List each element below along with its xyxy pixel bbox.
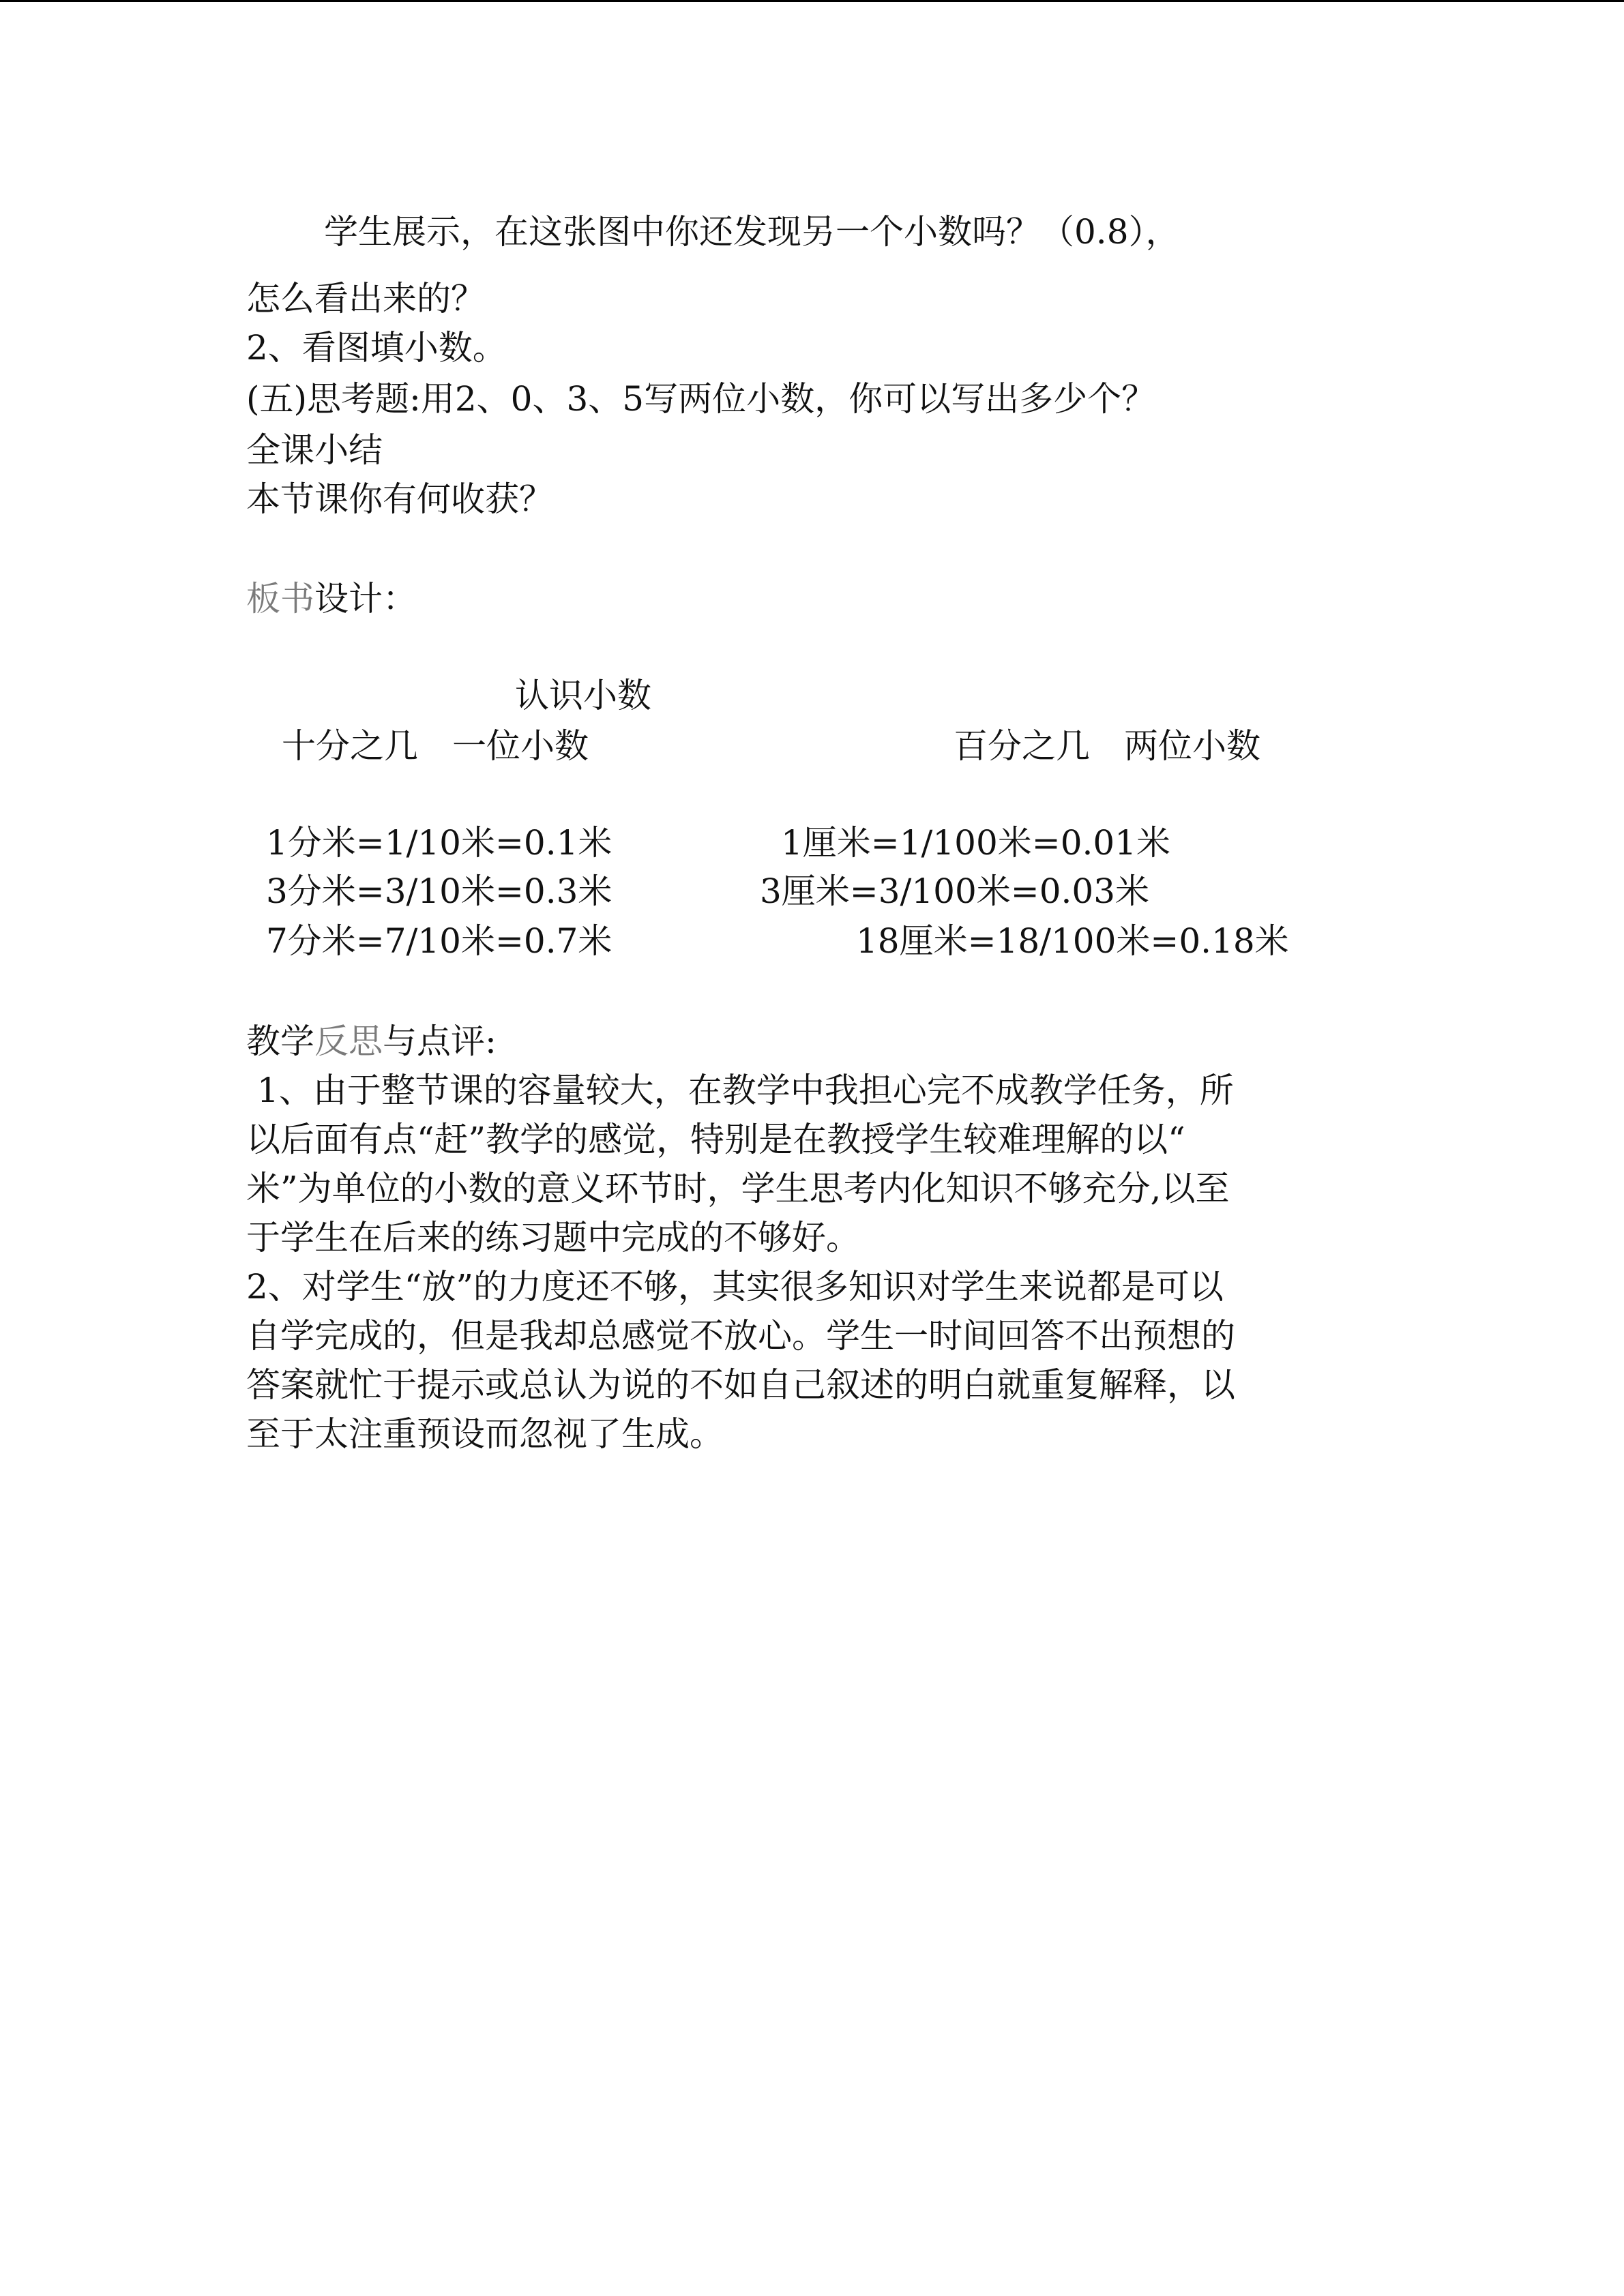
reflection-line: 自学完成的，但是我却总感觉不放心。学生一时间回答不出预想的 xyxy=(246,1316,1235,1356)
reflection-heading-b: 与点评: xyxy=(383,1022,497,1061)
board-left-header: 十分之几 一位小数 xyxy=(282,726,589,766)
board-right-header: 百分之几 两位小数 xyxy=(954,726,1260,766)
board-right-row: 3厘米=3/100米=0.03米 xyxy=(760,871,1150,911)
board-label-gray: 板书 xyxy=(246,579,314,618)
reflection-line: 以后面有点“赶”教学的感觉，特别是在教授学生较难理解的以“ xyxy=(246,1120,1185,1159)
board-right-row: 18厘米=18/100米=0.18米 xyxy=(856,921,1289,961)
text-line-thinking-question: (五)思考题:用2、0、3、5写两位小数，你可以写出多少个？ xyxy=(246,379,1156,419)
board-left-row: 1分米=1/10米=0.1米 xyxy=(266,823,612,863)
reflection-line: 2、对学生“放”的力度还不够，其实很多知识对学生来说都是可以 xyxy=(246,1267,1224,1307)
board-right-row: 1厘米=1/100米=0.01米 xyxy=(781,823,1171,863)
board-left-row: 3分米=3/10米=0.3米 xyxy=(266,871,612,911)
board-title: 认识小数 xyxy=(515,676,651,715)
reflection-heading xyxy=(246,1021,497,1062)
text-line-fill-decimals: 2、看图填小数。 xyxy=(246,328,507,368)
text-line-how-see: 怎么看出来的？ xyxy=(246,279,485,318)
reflection-heading-a: 教学 xyxy=(246,1022,314,1061)
reflection-line: 答案就忙于提示或总认为说的不如自己叙述的明白就重复解释，以 xyxy=(246,1365,1235,1405)
text-line-summary-heading: 全课小结 xyxy=(246,430,383,470)
board-design-label xyxy=(246,578,417,619)
reflection-line: 至于太注重预设而忽视了生成。 xyxy=(246,1414,724,1454)
reflection-line: 米”为单位的小数的意义环节时，学生思考内化知识不够充分,以至 xyxy=(246,1169,1230,1208)
text-line-what-gained: 本节课你有何收获？ xyxy=(246,479,553,519)
board-left-row: 7分米=7/10米=0.7米 xyxy=(266,921,612,961)
board-label-rest: 设计： xyxy=(314,579,417,618)
page-top-border xyxy=(0,0,1624,2)
reflection-heading-gray: 反思 xyxy=(314,1022,383,1061)
text-line-student-display: 学生展示，在这张图中你还发现另一个小数吗？（0.8）， xyxy=(324,212,1180,252)
reflection-line: 于学生在后来的练习题中完成的不够好。 xyxy=(246,1218,860,1257)
reflection-line: 1、由于整节课的容量较大，在教学中我担心完不成教学任务，所 xyxy=(246,1071,1234,1110)
